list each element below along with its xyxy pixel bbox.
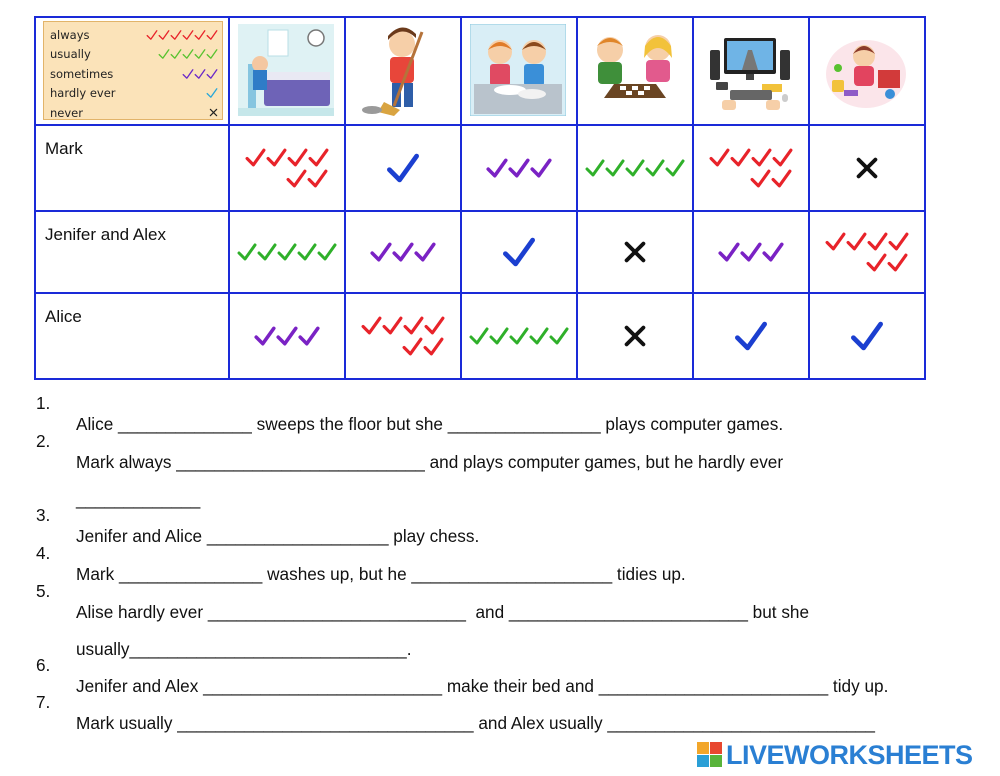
frequency-mark-hardly-ever xyxy=(462,212,576,292)
mark-cell xyxy=(345,293,461,379)
check-icon xyxy=(384,151,422,185)
frequency-mark-sometimes xyxy=(694,212,808,292)
frequency-mark-always xyxy=(230,126,344,210)
check-icon xyxy=(625,158,645,178)
legend-row-sometimes xyxy=(50,64,218,84)
mark-cell xyxy=(809,125,925,211)
check-icon xyxy=(392,240,414,264)
check-icon xyxy=(287,147,308,168)
frequency-mark-never xyxy=(810,126,924,210)
mark-cell xyxy=(693,211,809,293)
frequency-mark-sometimes xyxy=(346,212,460,292)
frequency-mark-never xyxy=(578,294,692,378)
sentence-text: Alice ______________ sweeps the floor but she ________________ plays computer games. xyxy=(76,414,784,434)
check-icon xyxy=(308,147,329,168)
sentence-text: usually_____________________________. xyxy=(76,639,412,659)
sentence-number: 5. xyxy=(36,581,51,601)
pictures-row xyxy=(35,17,925,125)
check-icon xyxy=(530,156,552,180)
name-cell: Mark xyxy=(35,125,229,211)
check-icon xyxy=(276,324,298,348)
frequency-mark-hardly-ever xyxy=(810,294,924,378)
frequency-mark-sometimes xyxy=(462,126,576,210)
check-icon xyxy=(414,240,436,264)
legend-ticks-usually xyxy=(158,48,218,60)
sentence-text: Alise hardly ever ___________________________ and _________________________ but she xyxy=(76,602,810,622)
wash-up-picture xyxy=(470,24,566,116)
name-cell: Jenifer and Alex xyxy=(35,211,229,293)
check-icon xyxy=(245,147,266,168)
mark-cell xyxy=(229,211,345,293)
check-icon xyxy=(888,231,909,252)
check-icon xyxy=(206,68,218,80)
mark-cell xyxy=(229,293,345,379)
check-icon xyxy=(509,326,529,346)
mark-cell xyxy=(461,293,577,379)
check-icon xyxy=(771,168,792,189)
picture-cell-play-chess xyxy=(577,17,693,125)
legend-row-usually xyxy=(50,45,218,65)
check-icon xyxy=(529,326,549,346)
frequency-mark-sometimes xyxy=(230,294,344,378)
sentence-number: 4. xyxy=(36,543,51,563)
check-icon xyxy=(887,252,908,273)
frequency-mark-always xyxy=(694,126,808,210)
cross-icon xyxy=(855,156,879,180)
check-icon xyxy=(469,326,489,346)
picture-cell-computer-games xyxy=(693,17,809,125)
check-icon xyxy=(867,231,888,252)
cross-icon xyxy=(209,108,218,117)
check-icon xyxy=(266,147,287,168)
legend-row-hardly-ever xyxy=(50,84,218,104)
check-icon xyxy=(298,324,320,348)
check-icon xyxy=(486,156,508,180)
check-icon xyxy=(170,29,182,41)
picture-cell-make-bed xyxy=(229,17,345,125)
picture-cell-sweep-floor xyxy=(345,17,461,125)
picture-cell-wash-up xyxy=(461,17,577,125)
check-icon xyxy=(158,29,170,41)
check-icon xyxy=(194,48,206,60)
check-icon xyxy=(286,168,307,189)
frequency-mark-hardly-ever xyxy=(346,126,460,210)
frequency-mark-usually xyxy=(462,294,576,378)
frequency-mark-usually xyxy=(578,126,692,210)
make-bed-picture xyxy=(238,24,334,116)
check-icon xyxy=(500,235,538,269)
check-icon xyxy=(182,68,194,80)
frequency-table xyxy=(34,16,926,380)
check-icon xyxy=(585,158,605,178)
mark-cell xyxy=(809,211,925,293)
check-icon xyxy=(382,315,403,336)
check-icon xyxy=(740,240,762,264)
sentence-text: Mark always __________________________ and plays computer games, but he hardly ever xyxy=(76,452,784,472)
legend-label: never xyxy=(50,105,83,120)
check-icon xyxy=(317,242,337,262)
check-icon xyxy=(170,48,182,60)
check-icon xyxy=(549,326,569,346)
check-icon xyxy=(158,48,170,60)
sentence-number: 1. xyxy=(36,393,51,413)
liveworksheets-logo-icon xyxy=(697,742,723,768)
legend-label: always xyxy=(50,27,90,42)
check-icon xyxy=(730,147,751,168)
sentence-text: _____________ xyxy=(76,489,201,509)
sentence-text: Jenifer and Alice ___________________ play chess. xyxy=(76,526,480,546)
name-cell: Alice xyxy=(35,293,229,379)
check-icon xyxy=(732,319,770,353)
check-icon xyxy=(403,315,424,336)
mark-cell xyxy=(345,125,461,211)
check-icon xyxy=(605,158,625,178)
check-icon xyxy=(762,240,784,264)
frequency-mark-always xyxy=(810,212,924,292)
cross-icon xyxy=(623,240,647,264)
frequency-mark-hardly-ever xyxy=(694,294,808,378)
computer-games-picture xyxy=(702,24,798,116)
check-icon xyxy=(277,242,297,262)
mark-cell xyxy=(577,211,693,293)
legend-ticks-always xyxy=(146,29,218,41)
legend-ticks-hardly-ever xyxy=(206,87,218,99)
mark-cell xyxy=(461,211,577,293)
liveworksheets-logo-text: LIVEWORKSHEETS xyxy=(726,739,973,770)
check-icon xyxy=(182,48,194,60)
frequency-mark-never xyxy=(578,212,692,292)
tidy-up-picture xyxy=(818,24,914,116)
row-jenifer-and-alex xyxy=(35,211,925,293)
row-mark xyxy=(35,125,925,211)
mark-cell xyxy=(577,293,693,379)
check-icon xyxy=(709,147,730,168)
frequency-legend xyxy=(43,21,223,120)
check-icon xyxy=(866,252,887,273)
check-icon xyxy=(508,156,530,180)
check-icon xyxy=(848,319,886,353)
legend-row-never xyxy=(50,103,218,123)
liveworksheets-logo[interactable] xyxy=(697,739,973,771)
picture-cell-tidy-up xyxy=(809,17,925,125)
check-icon xyxy=(751,147,772,168)
legend-ticks-sometimes xyxy=(182,68,218,80)
check-icon xyxy=(257,242,277,262)
check-icon xyxy=(194,29,206,41)
legend-label: hardly ever xyxy=(50,86,116,101)
check-icon xyxy=(846,231,867,252)
play-chess-picture xyxy=(586,24,682,116)
check-icon xyxy=(645,158,665,178)
check-icon xyxy=(750,168,771,189)
legend-label: sometimes xyxy=(50,66,114,81)
mark-cell xyxy=(345,211,461,293)
check-icon xyxy=(402,336,423,357)
sentence-text: Jenifer and Alex _________________________ make their bed and ________________________ tidy up. xyxy=(76,676,889,696)
check-icon xyxy=(424,315,445,336)
check-icon xyxy=(423,336,444,357)
legend-cross-never xyxy=(209,108,218,117)
mark-cell xyxy=(693,125,809,211)
sweep-floor-picture xyxy=(354,24,450,116)
check-icon xyxy=(361,315,382,336)
legend-row-always xyxy=(50,25,218,45)
check-icon xyxy=(146,29,158,41)
mark-cell xyxy=(229,125,345,211)
check-icon xyxy=(489,326,509,346)
check-icon xyxy=(206,48,218,60)
check-icon xyxy=(194,68,206,80)
check-icon xyxy=(307,168,328,189)
check-icon xyxy=(206,29,218,41)
check-icon xyxy=(237,242,257,262)
mark-cell xyxy=(461,125,577,211)
frequency-mark-always xyxy=(346,294,460,378)
row-alice xyxy=(35,293,925,379)
legend-label: usually xyxy=(50,47,91,62)
mark-cell xyxy=(693,293,809,379)
sentence-number: 7. xyxy=(36,692,51,712)
check-icon xyxy=(772,147,793,168)
check-icon xyxy=(665,158,685,178)
mark-cell xyxy=(577,125,693,211)
check-icon xyxy=(297,242,317,262)
check-icon xyxy=(254,324,276,348)
sentence-number: 3. xyxy=(36,505,51,525)
check-icon xyxy=(206,87,218,99)
sentence-text: Mark usually _______________________________ and Alex usually ____________________________ xyxy=(76,713,875,733)
check-icon xyxy=(718,240,740,264)
mark-cell xyxy=(809,293,925,379)
check-icon xyxy=(370,240,392,264)
sentence-text: Mark _______________ washes up, but he _____________________ tidies up. xyxy=(76,564,686,584)
sentence-number: 2. xyxy=(36,431,51,451)
check-icon xyxy=(182,29,194,41)
check-icon xyxy=(825,231,846,252)
cross-icon xyxy=(623,324,647,348)
sentence-number: 6. xyxy=(36,655,51,675)
legend-cell xyxy=(35,17,229,125)
frequency-mark-usually xyxy=(230,212,344,292)
